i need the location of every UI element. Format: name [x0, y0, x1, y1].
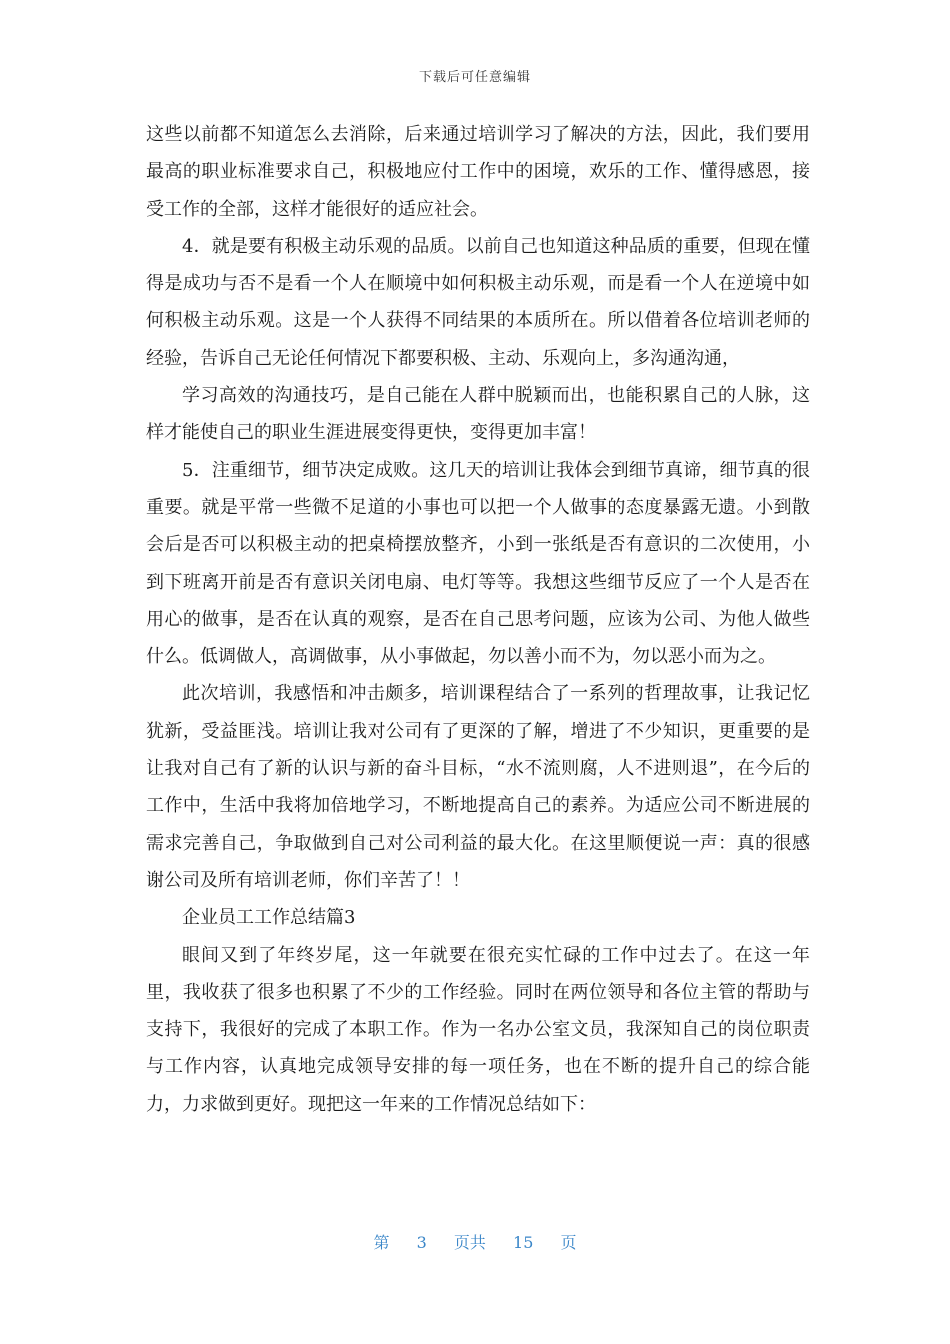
footer-total-pages: 15: [513, 1233, 534, 1252]
paragraph-point-5: 5．注重细节，细节决定成败。这几天的培训让我体会到细节真谛，细节真的很重要。就是平常一些微不足道的小事也可以把一个人做事的态度暴露无遗。小到散会后是否可以积极主动的把桌椅摆放整齐，小到一张纸是否有意识的二次使用，小到下班离开前是否有意识关闭电扇、电灯等等。我想这些细节反应了一个人是否在用心的做事，是否在认真的观察，是否在自己思考问题，应该为公司、为他人做些什么。低调做人，高调做事，从小事做起，勿以善小而不为，勿以恶小而为之。: [146, 459, 810, 668]
footer-middle: 页共: [453, 1233, 486, 1252]
footer-prefix: 第: [373, 1233, 390, 1252]
paragraph-year-end: 眼间又到了年终岁尾，这一年就要在很充实忙碌的工作中过去了。在这一年里，我收获了很多也积累了不少的工作经验。同时在两位领导和各位主管的帮助与支持下，我很好的完成了本职工作。作为一名办公室文员，我深知自己的岗位职责与工作内容，认真地完成领导安排的每一项任务，也在不断的提升自己的综合能力，力求做到更好。现把这一年来的工作情况总结如下：: [146, 944, 810, 1115]
footer-suffix: 页: [560, 1233, 577, 1252]
footer-current-page: 3: [416, 1233, 427, 1252]
paragraph-training-summary: 此次培训，我感悟和冲击颇多，培训课程结合了一系列的哲理故事，让我记忆犹新，受益匪浅。培训让我对公司有了更深的了解，增进了不少知识，更重要的是让我对自己有了新的认识与新的奋斗目标，“水不流则腐，人不进则退”，在今后的工作中，生活中我将加倍地学习，不断地提高自己的素养。为适应公司不断进展的需求完善自己，争取做到自己对公司利益的最大化。在这里顺便说一声：真的很感谢公司及所有培训老师，你们辛苦了！！: [146, 683, 810, 891]
document-body: [146, 116, 810, 1123]
section-heading: 企业员工工作总结篇3: [182, 907, 356, 929]
page-header: 下载后可任意编辑: [418, 70, 531, 85]
paragraph-communication: 学习高效的沟通技巧，是自己能在人群中脱颖而出，也能积累自己的人脉，这样才能使自己的职业生涯进展变得更快，变得更加丰富！: [146, 385, 810, 444]
page-footer: [0, 1230, 950, 1253]
paragraph-point-4: 4．就是要有积极主动乐观的品质。以前自己也知道这种品质的重要，但现在懂得是成功与否不是看一个人在顺境中如何积极主动乐观，而是看一个人在逆境中如何积极主动乐观。这是一个人获得不同结果的本质所在。所以借着各位培训老师的经验，告诉自己无论任何情况下都要积极、主动、乐观向上，多沟通沟通，: [146, 235, 810, 369]
paragraph-continuation: 这些以前都不知道怎么去消除，后来通过培训学习了解决的方法，因此，我们要用最高的职业标准要求自己，积极地应付工作中的困境，欢乐的工作、懂得感恩，接受工作的全部，这样才能很好的适应社会。: [146, 124, 810, 220]
